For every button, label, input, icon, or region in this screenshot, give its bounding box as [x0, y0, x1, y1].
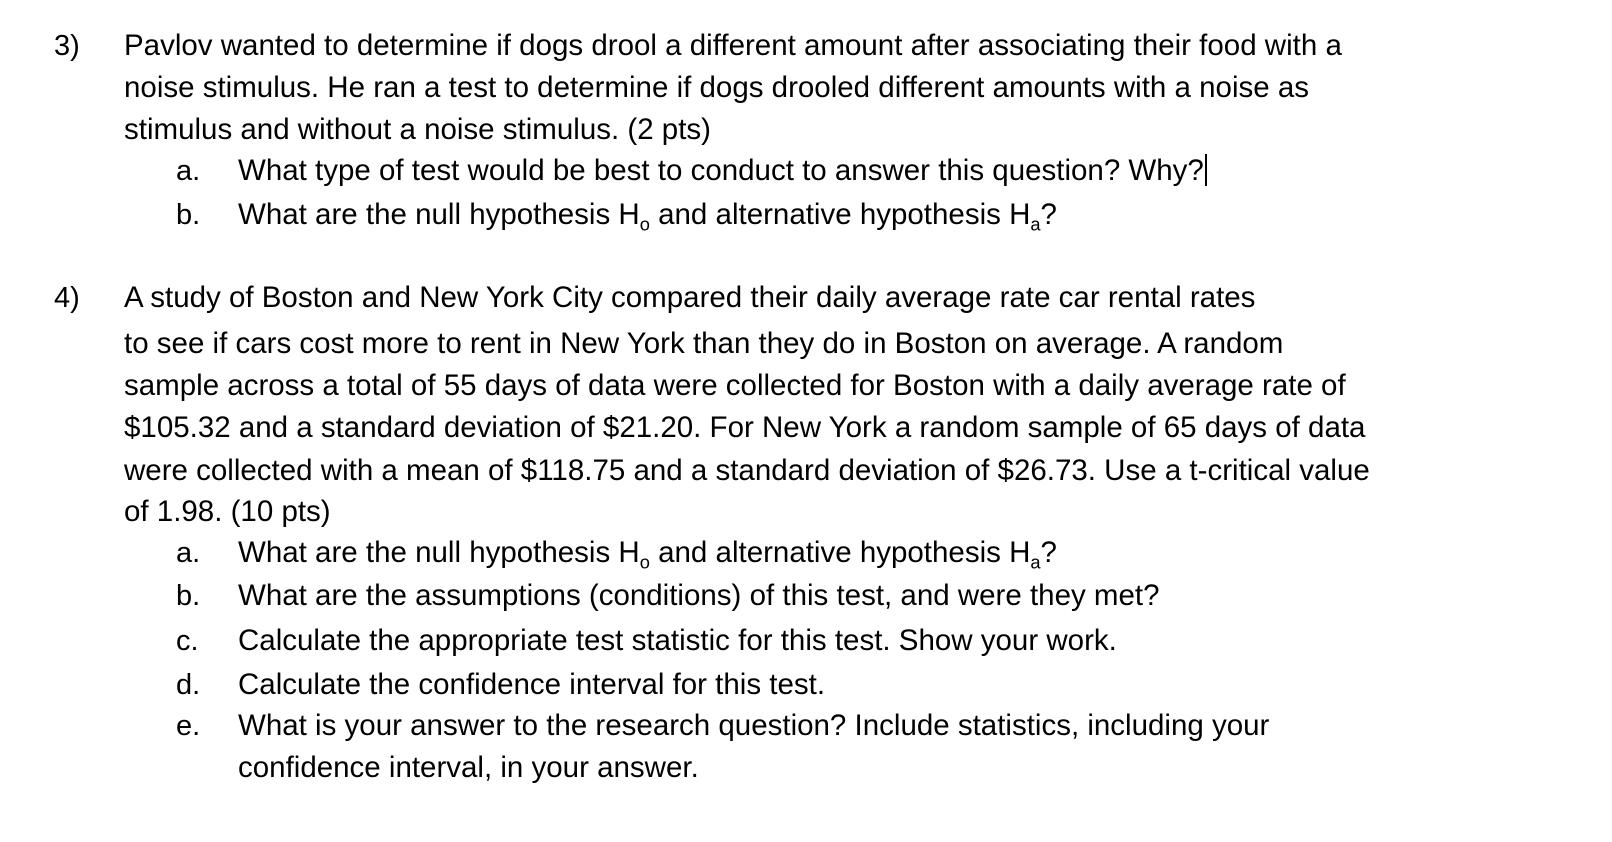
item-text-part: What are the null hypothesis H — [238, 536, 640, 569]
item-text-part: What are the null hypothesis H — [238, 198, 640, 231]
null-hypothesis-subscript: o — [639, 551, 650, 573]
item-text — [238, 194, 1057, 236]
item-letter: a. — [176, 537, 201, 569]
question-number: 4) — [54, 282, 80, 314]
question-stem-line: Pavlov wanted to determine if dogs drool a different amount after associating their food with a — [124, 29, 1342, 62]
question-stem-line: to see if cars cost more to rent in New York than they do in Boston on average. A random — [124, 327, 1284, 360]
item-letter: b. — [176, 580, 201, 612]
item-text: Calculate the appropriate test statistic for this test. Show your work. — [238, 624, 1117, 657]
null-hypothesis-subscript: o — [639, 213, 650, 235]
item-letter: b. — [176, 199, 201, 231]
question-stem-line: $105.32 and a standard deviation of $21.20. For New York a random sample of 65 days of data — [124, 411, 1366, 444]
alternative-hypothesis-subscript: a — [1030, 551, 1041, 573]
item-text[interactable] — [238, 150, 1207, 192]
question-stem-line: of 1.98. (10 pts) — [124, 495, 331, 528]
question-stem-line: sample across a total of 55 days of data were collected for Boston with a daily average rate of — [124, 369, 1346, 402]
item-text: confidence interval, in your answer. — [238, 751, 699, 784]
item-text: What are the assumptions (conditions) of this test, and were they met? — [238, 579, 1160, 612]
item-text-part: ? — [1040, 198, 1057, 231]
item-text-part: and alternative hypothesis H — [649, 198, 1031, 231]
alternative-hypothesis-subscript: a — [1030, 213, 1041, 235]
question-stem-line: A study of Boston and New York City compared their daily average rate car rental rates — [124, 281, 1256, 314]
item-letter: a. — [176, 155, 201, 187]
question-number: 3) — [54, 30, 80, 62]
item-text: Calculate the confidence interval for this test. — [238, 668, 826, 701]
text-cursor — [1205, 154, 1207, 186]
question-stem-line: were collected with a mean of $118.75 and a standard deviation of $26.73. Use a t-critical value — [124, 454, 1370, 487]
item-text-part: ? — [1040, 536, 1057, 569]
item-text: What is your answer to the research question? Include statistics, including your — [238, 709, 1270, 742]
item-text — [238, 532, 1057, 574]
item-letter: e. — [176, 710, 201, 742]
item-text-content: What type of test would be best to conduct to answer this question? Why? — [238, 154, 1204, 187]
item-letter: c. — [176, 625, 199, 657]
item-text-part: and alternative hypothesis H — [649, 536, 1031, 569]
item-letter: d. — [176, 669, 201, 701]
question-stem-line: stimulus and without a noise stimulus. (2 pts) — [124, 113, 711, 146]
question-stem-line: noise stimulus. He ran a test to determine if dogs drooled different amounts with a noise as — [124, 71, 1310, 104]
